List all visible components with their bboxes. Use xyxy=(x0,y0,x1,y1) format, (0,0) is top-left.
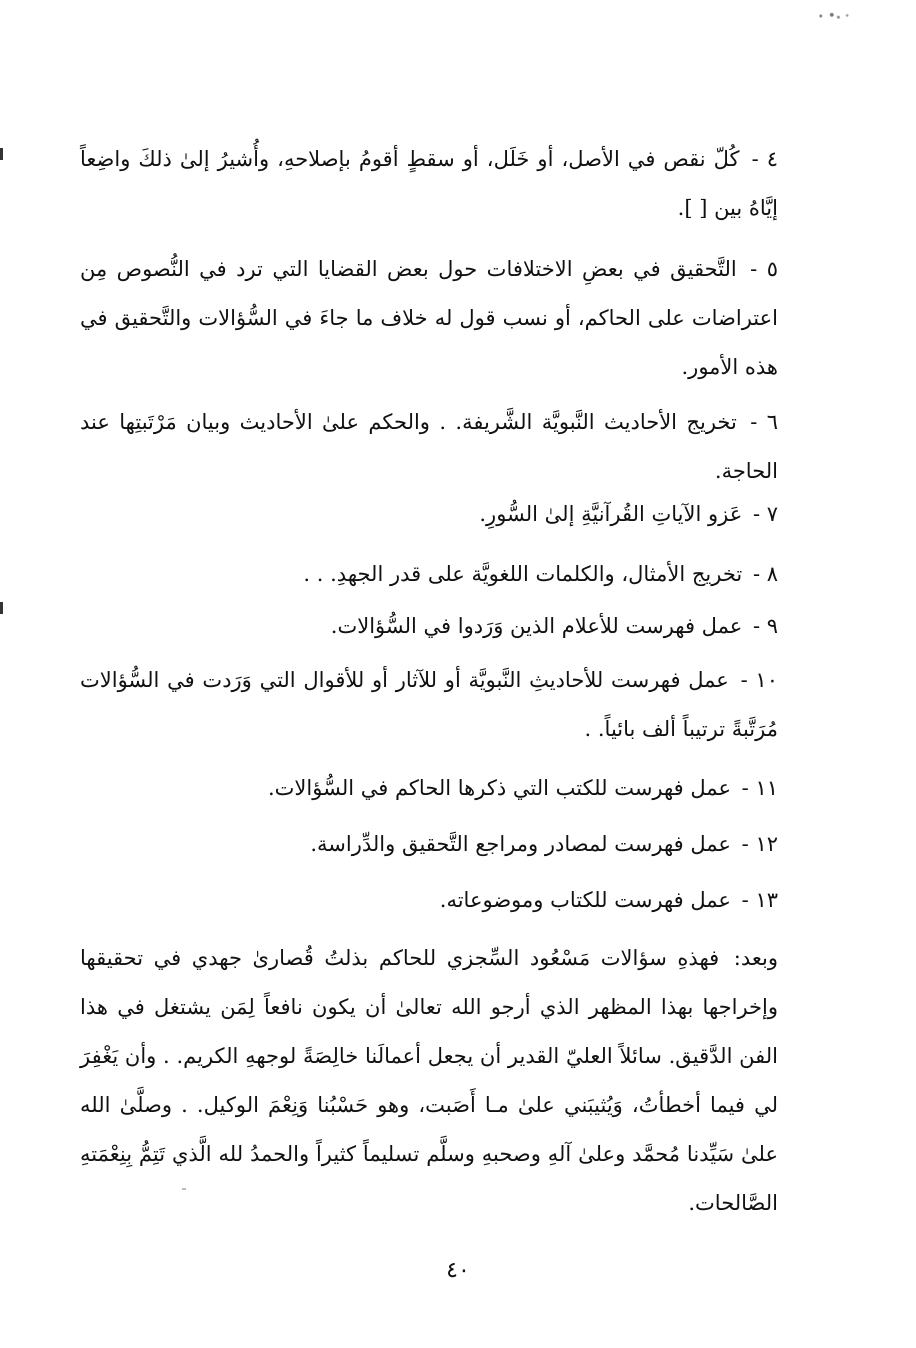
closing-paragraph xyxy=(80,934,778,1228)
item-number: ٧ - xyxy=(752,502,778,526)
list-item-9 xyxy=(80,602,778,651)
item-number: ٩ - xyxy=(752,614,778,638)
item-number: ٤ - xyxy=(751,147,778,171)
edge-mark xyxy=(0,148,3,160)
list-item-13 xyxy=(80,876,778,925)
list-item-8 xyxy=(80,550,778,599)
item-text: عمل فهرست لمصادر ومراجع التَّحقيق والدِّراسة. xyxy=(310,832,731,856)
list-item-7 xyxy=(80,490,778,539)
item-text: عمل فهرست للأعلام الذين وَرَدوا في السُّؤالات. xyxy=(330,614,743,638)
closing-text: فهذهِ سؤالات مَسْعُود السِّجزي للحاكم بذلتُ قُصارىٰ جهدي في تحقيقها وإخراجها بهذا المظهر الذي أرجو الله تعالىٰ أن يكون نافعاً لِمَن يشتغل في هذا الفن الدَّقيق. سائلاً العليّ القدير أن يجعل أعمالَنا خالِصَةً لوجههِ الكريم. . وأن يَغْفِرَ لي فيما أخطأتُ، وَيُثيبَني علىٰ مـا أَصَبت، وهو حَسْبُنا وَنِعْمَ الوكيل. . وصلَّىٰ الله علىٰ سَيِّدنا مُحمَّد وعلىٰ آلهِ وصحبهِ وسلَّم تسليماً كثيراً والحمدُ لله الَّذي تَتِمُّ بِنِعْمَتهِ الصَّالحات. xyxy=(80,946,778,1215)
item-text: عمل فهرست للكتاب وموضوعاته. xyxy=(439,888,731,912)
item-number: ٥ - xyxy=(750,257,778,281)
item-text: عمل فهرست للأحاديثِ النَّبويَّة أو للآثار أو للأقوال التي وَرَدت في السُّؤالات مُرَتَّبةً ترتيباً ألف بائياً. . xyxy=(80,668,778,741)
list-item-11 xyxy=(80,764,778,813)
item-text: كُلّ نقص في الأصل، أو خَلَل، أو سقطٍ أقومُ بإصلاحهِ، وأُشيرُ إلىٰ ذلكَ واضِعاً إيَّاهُ بين [ ]. xyxy=(80,147,778,220)
item-number: ١٠ - xyxy=(740,668,778,692)
item-number: ٦ - xyxy=(750,410,778,434)
closing-lead: وبعد: xyxy=(733,946,778,970)
item-text: التَّحقيق في بعضِ الاختلافات حول بعض القضايا التي ترد في النُّصوص مِن اعتراضات على الحاكم، أو نسب قول له خلاف ما جاءَ في السُّؤالات والتَّحقيق في هذه الأمور. xyxy=(80,257,778,379)
list-item-6 xyxy=(80,398,778,496)
list-item-10 xyxy=(80,656,778,754)
edge-mark xyxy=(0,602,3,614)
item-text: تخريج الأحاديث النَّبويَّة الشَّريفة. . والحكم علىٰ الأحاديث وبيان مَرْتَبتِها عند الحاجة. xyxy=(80,410,778,483)
scan-mark xyxy=(812,10,856,22)
list-item-4 xyxy=(80,135,778,233)
page-number: ٤٠ xyxy=(446,1258,470,1283)
list-item-12 xyxy=(80,820,778,869)
item-number: ١٢ - xyxy=(741,832,778,856)
item-number: ١١ - xyxy=(741,776,778,800)
item-text: تخريج الأمثال، والكلمات اللغويَّة على قدر الجهدِ. . . xyxy=(303,562,743,586)
item-text: عمل فهرست للكتب التي ذكرها الحاكم في السُّؤالات. xyxy=(267,776,731,800)
list-item-5 xyxy=(80,245,778,392)
item-number: ١٣ - xyxy=(741,888,778,912)
item-number: ٨ - xyxy=(752,562,778,586)
item-text: عَزو الآياتِ القُرآنيَّةِ إلىٰ السُّورِ. xyxy=(479,502,743,526)
